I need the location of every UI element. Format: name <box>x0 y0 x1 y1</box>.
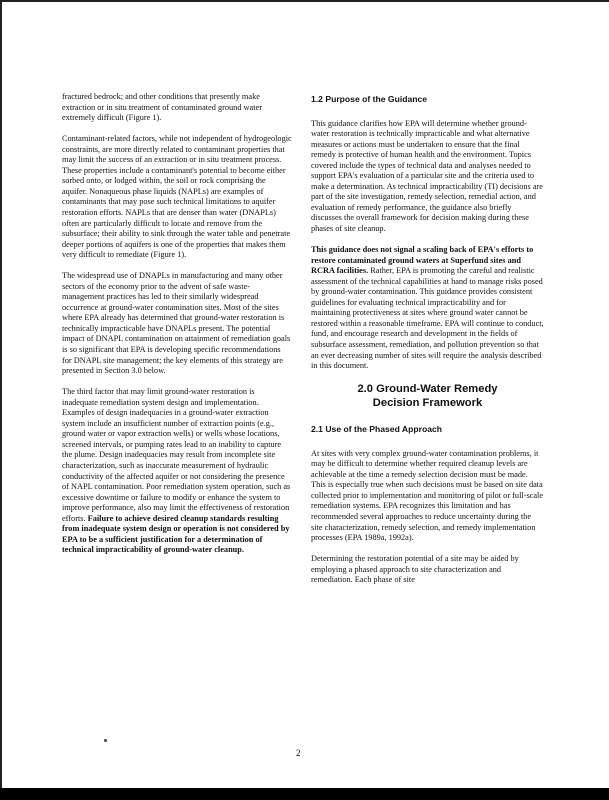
section-1-2-heading: 1.2 Purpose of the Guidance <box>311 94 428 104</box>
section-2-0-heading-line1: 2.0 Ground-Water Remedy <box>357 383 498 396</box>
paragraph-dnapl-use: The widespread use of DNAPLs in manufacturing and many other sectors of the economy prior to the advent of safe waste-management practices has led to their similarly widespread occurrence at ground-water contamination sites. Most of the sites where EPA already has determined that ground-water restoration is technically impracticable have DNAPLs present. The potential impact of DNAPL contamination on attainment of remediation goals is so significant that EPA is developing specific recommendations for DNAPL site management; the key elements of this strategy are presented in Section 3.0 below. <box>62 271 291 376</box>
right-column <box>311 92 544 596</box>
not-scaling-back-bold: This guidance does not signal a scaling back of EPA's efforts to restore contaminated ground waters at Superfund sites and RCRA facilities. <box>311 245 534 276</box>
failure-statement-bold: Failure to achieve desired cleanup standards resulting from inadequate system design or operation is not considered by EPA to be a sufficient justification for a determination of technical impracticability of ground-water cleanup. <box>62 513 290 555</box>
paragraph-design-inadequacy <box>62 387 292 556</box>
section-2-0-heading <box>311 382 544 410</box>
left-column <box>62 92 292 566</box>
paragraph-guidance-purpose: This guidance clarifies how EPA will determine whether ground-water restoration is technically impracticable and what alternative measures or actions must be undertaken to ensure that the final remedy is protective of human health and the environment. Topics covered include the types of technical data and analyses needed to support EPA's evaluation of a particular site and the criteria used to make a determination. As technical impracticability (TI) decisions are part of the site investigation, remedy selection, remedial action, and evaluation of remedy performance, the guidance also briefly discusses the overall framework for decision making during these phases of site cleanup. <box>311 118 543 234</box>
paragraph-complex-sites: At sites with very complex ground-water contamination problems, it may be difficult to determine whether required cleanup levels are achievable at the time a remedy selection decision must be made. This is especially true when such decisions must be based on site data collected prior to implementation and monitoring of pilot or full-scale remediation systems. EPA recognizes this limitation and has recommended several approaches to reduce uncertainty during the site characterization, remedy selection, and remedy implementation processes (EPA 1989a, 1992a). <box>311 448 544 543</box>
design-inadequacy-text: The third factor that may limit ground-water restoration is inadequate remediation system design and implementation. Examples of design inadequacies in a ground-water extraction system include an insufficient number of extraction points (e.g., ground water or vapor extraction wells) or wells whose locations, screened intervals, or pumping rates lead to an inability to capture the plume. Design inadequacies may result from incomplete site characterization, such as inaccurate measurement of hydraulic conductivity of the affected aquifer or not considering the presence of NAPL contamination. Poor remediation system operation, such as excessive downtime or failure to modify or enhance the system to improve performance, also may limit the effectiveness of restoration efforts. <box>62 387 291 523</box>
section-2-0-heading-line2: Decision Framework <box>372 397 483 410</box>
paragraph-fractured-bedrock: fractured bedrock; and other conditions that presently make extraction or in situ treatment of contaminated ground water extremely difficult (Figure 1). <box>62 92 262 123</box>
page-number: 2 <box>296 748 301 758</box>
section-2-1-heading: 2.1 Use of the Phased Approach <box>311 424 443 435</box>
scan-edge-bottom <box>0 788 609 800</box>
scan-edge-left <box>0 0 2 800</box>
paragraph-phased-approach: Determining the restoration potential of a site may be aided by employing a phased approach to site characterization and remediation. Each phase of site <box>311 554 519 585</box>
paragraph-not-scaling-back <box>311 245 544 372</box>
scan-speck <box>104 739 107 742</box>
paragraph-contaminant-factors: Contaminant-related factors, while not independent of hydrogeologic constraints, are more directly related to contaminant properties that may limit the success of an extraction or in situ treatment process. These properties include a contaminant's potential to become either sorbed onto, or lodged within, the soil or rock comprising the aquifer. Nonaqueous phase liquids (NAPLs) are examples of contaminants that may pose such technical limitations to aquifer restoration efforts. NAPLs that are denser than water (DNAPLs) often are particularly difficult to locate and remove from the subsurface; their ability to sink through the water table and penetrate deeper portions of aquifers is one of the properties that makes them very difficult to remediate (Figure 1). <box>62 134 292 260</box>
scan-edge-top <box>0 0 609 2</box>
not-scaling-back-text: Rather, EPA is promoting the careful and realistic assessment of the technical capabilities at hand to manage risks posed by ground-water contamination. This guidance provides consistent guidelines for evaluating technical impracticability and for maintaining protectiveness at sites where ground water cannot be restored within a reasonable timeframe. EPA will continue to conduct, fund, and encourage research and development in the fields of subsurface assessment, remediation, and pollution prevention so that an ever decreasing number of sites will require the analysis described in this document. <box>311 266 544 371</box>
